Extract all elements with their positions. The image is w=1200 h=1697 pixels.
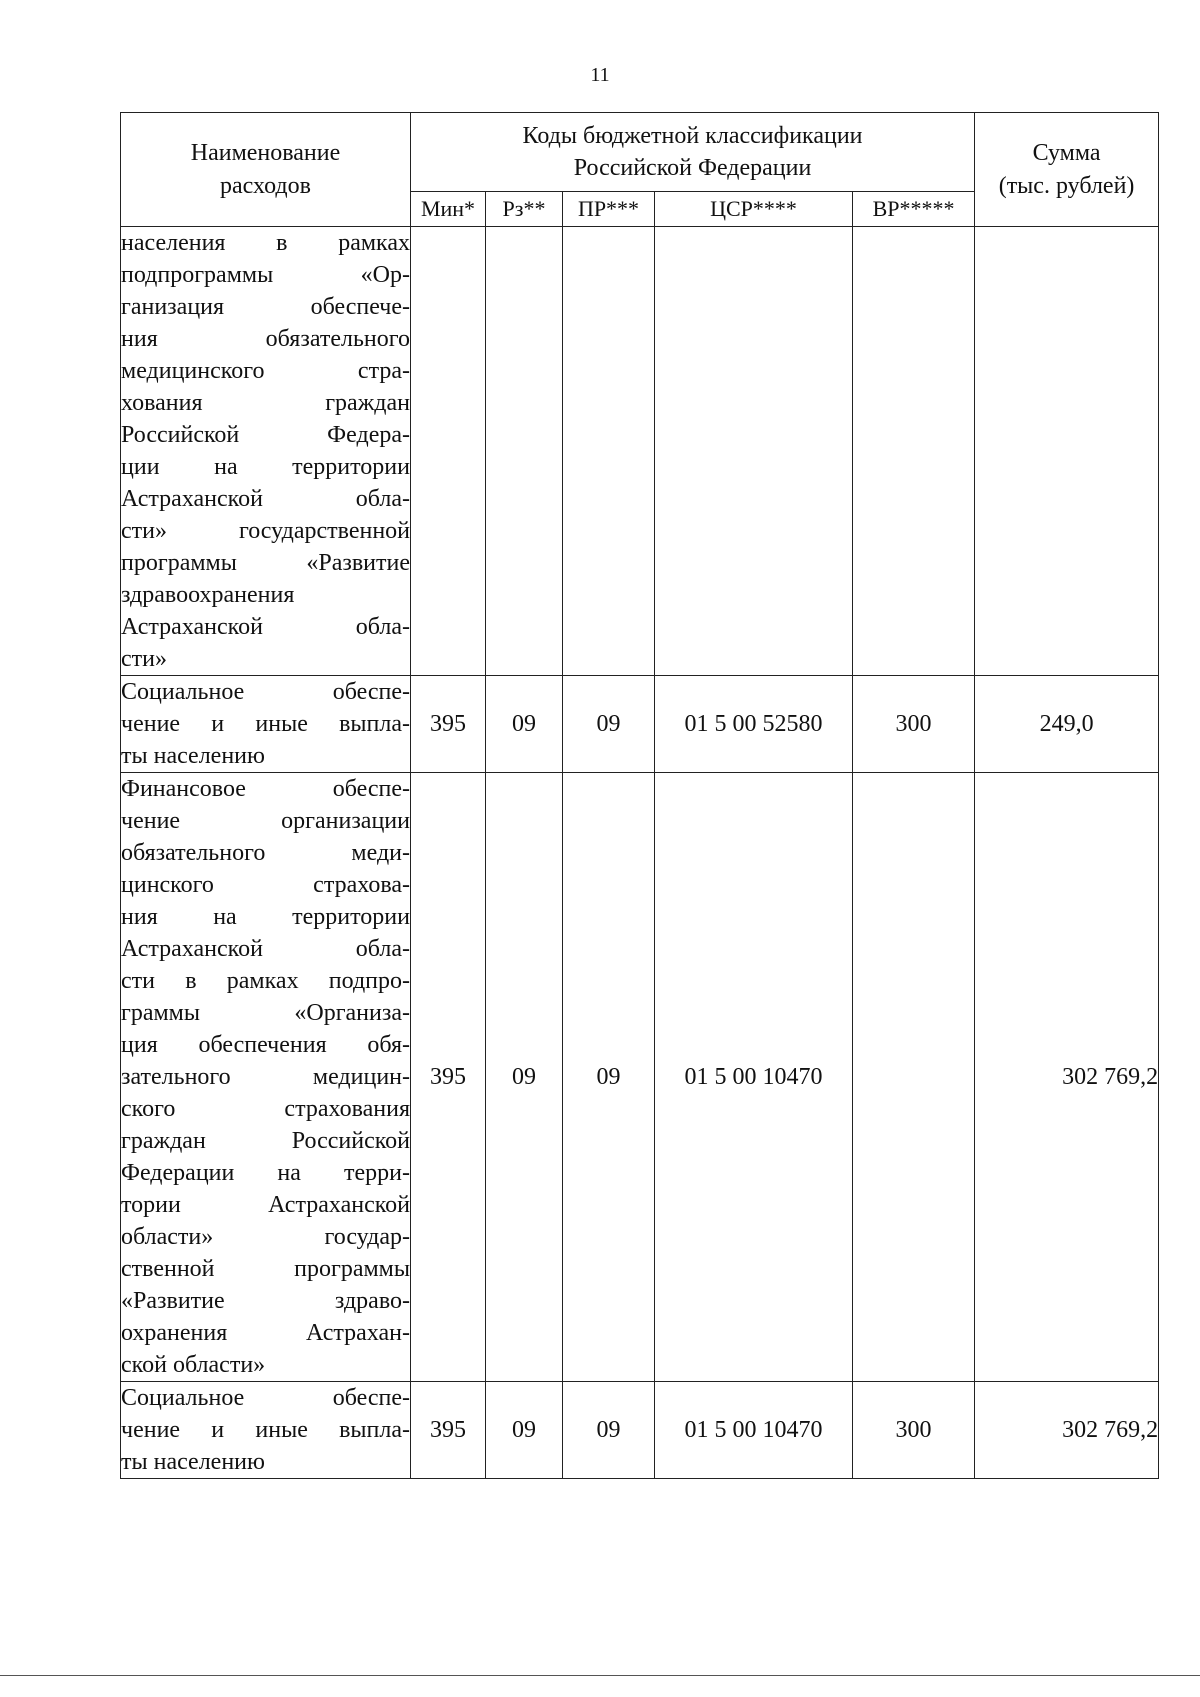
description-line: Социальное обеспе-	[121, 1385, 410, 1411]
description-line: сти в рамках подпро-	[121, 968, 410, 994]
header-sum-line: Сумма	[1032, 139, 1101, 166]
cell-rz: 09	[486, 773, 563, 1382]
cell-csr: 01 5 00 10470	[655, 773, 853, 1382]
cell-pr	[563, 227, 655, 676]
description-line: ции на территории	[121, 454, 410, 480]
cell-sum: 302 769,2	[975, 1382, 1159, 1479]
description-line: чение и иные выпла-	[121, 711, 410, 737]
row-description	[121, 676, 411, 773]
description-line: граждан Российской	[121, 1128, 410, 1154]
header-vr: ВР*****	[853, 192, 975, 227]
cell-vr	[853, 227, 975, 676]
header-sum-line: (тыс. рублей)	[998, 172, 1135, 199]
description-line: ской области»	[121, 1352, 266, 1378]
cell-sum: 302 769,2	[975, 773, 1159, 1382]
table-row	[121, 227, 1159, 676]
description-line: сти» государственной	[121, 518, 410, 544]
description-line: подпрограммы «Ор-	[121, 262, 410, 288]
header-name-line: расходов	[220, 172, 311, 199]
description-line: ния на территории	[121, 904, 410, 930]
cell-min	[411, 227, 486, 676]
description-line: обязательного меди-	[121, 840, 410, 866]
description-line: чение и иные выпла-	[121, 1417, 410, 1443]
description-line: населения в рамках	[121, 230, 410, 256]
description-line: ты населению	[121, 743, 265, 769]
description-line: ния обязательного	[121, 326, 410, 352]
cell-min: 395	[411, 676, 486, 773]
table-row	[121, 676, 1159, 773]
header-codes	[411, 113, 975, 192]
cell-pr: 09	[563, 1382, 655, 1479]
cell-sum: 249,0	[975, 676, 1159, 773]
description-line: Российской Федера-	[121, 422, 410, 448]
cell-rz: 09	[486, 676, 563, 773]
table-row	[121, 1382, 1159, 1479]
header-sum	[975, 113, 1159, 227]
description-line: Астраханской обла-	[121, 614, 410, 640]
description-line: ственной программы	[121, 1256, 410, 1282]
bottom-rule	[0, 1675, 1200, 1676]
table-body	[121, 227, 1159, 1479]
cell-vr: 300	[853, 1382, 975, 1479]
description-line: здравоохранения	[121, 582, 295, 608]
description-line: цинского страхова-	[121, 872, 410, 898]
description-line: зательного медицин-	[121, 1064, 410, 1090]
header-codes-line: Российской Федерации	[573, 155, 812, 181]
description-line: ция обеспечения обя-	[121, 1032, 410, 1058]
cell-min: 395	[411, 773, 486, 1382]
cell-csr: 01 5 00 52580	[655, 676, 853, 773]
description-line: ты населению	[121, 1449, 265, 1475]
description-line: хования граждан	[121, 390, 410, 416]
header-rz: Рз**	[486, 192, 563, 227]
header-pr: ПР***	[563, 192, 655, 227]
row-description	[121, 773, 411, 1382]
cell-sum	[975, 227, 1159, 676]
description-line: медицинского стра-	[121, 358, 410, 384]
cell-vr: 300	[853, 676, 975, 773]
description-line: ганизация обеспече-	[121, 294, 410, 320]
cell-min: 395	[411, 1382, 486, 1479]
cell-vr	[853, 773, 975, 1382]
cell-rz: 09	[486, 1382, 563, 1479]
description-line: Астраханской обла-	[121, 486, 410, 512]
header-row-top	[121, 113, 1159, 192]
header-name	[121, 113, 411, 227]
description-line: Социальное обеспе-	[121, 679, 410, 705]
description-line: «Развитие здраво-	[121, 1288, 410, 1314]
cell-csr: 01 5 00 10470	[655, 1382, 853, 1479]
header-csr: ЦСР****	[655, 192, 853, 227]
cell-pr: 09	[563, 676, 655, 773]
description-line: Финансовое обеспе-	[121, 776, 410, 802]
header-codes-line: Коды бюджетной классификации	[522, 123, 863, 149]
description-line: Федерации на терри-	[121, 1160, 410, 1186]
description-line: чение организации	[121, 808, 410, 834]
description-line: ского страхования	[121, 1096, 410, 1122]
row-description	[121, 227, 411, 676]
description-line: Астраханской обла-	[121, 936, 410, 962]
header-min: Мин*	[411, 192, 486, 227]
description-line: граммы «Организа-	[121, 1000, 410, 1026]
description-line: области» государ-	[121, 1224, 410, 1250]
cell-rz	[486, 227, 563, 676]
description-line: тории Астраханской	[121, 1192, 410, 1218]
row-description	[121, 1382, 411, 1479]
description-line: программы «Развитие	[121, 550, 410, 576]
page-number: 11	[590, 64, 610, 86]
budget-table	[120, 112, 1159, 1479]
description-line: сти»	[121, 646, 167, 672]
cell-pr: 09	[563, 773, 655, 1382]
header-name-line: Наименование	[190, 139, 341, 166]
cell-csr	[655, 227, 853, 676]
table-row	[121, 773, 1159, 1382]
description-line: охранения Астрахан-	[121, 1320, 410, 1346]
